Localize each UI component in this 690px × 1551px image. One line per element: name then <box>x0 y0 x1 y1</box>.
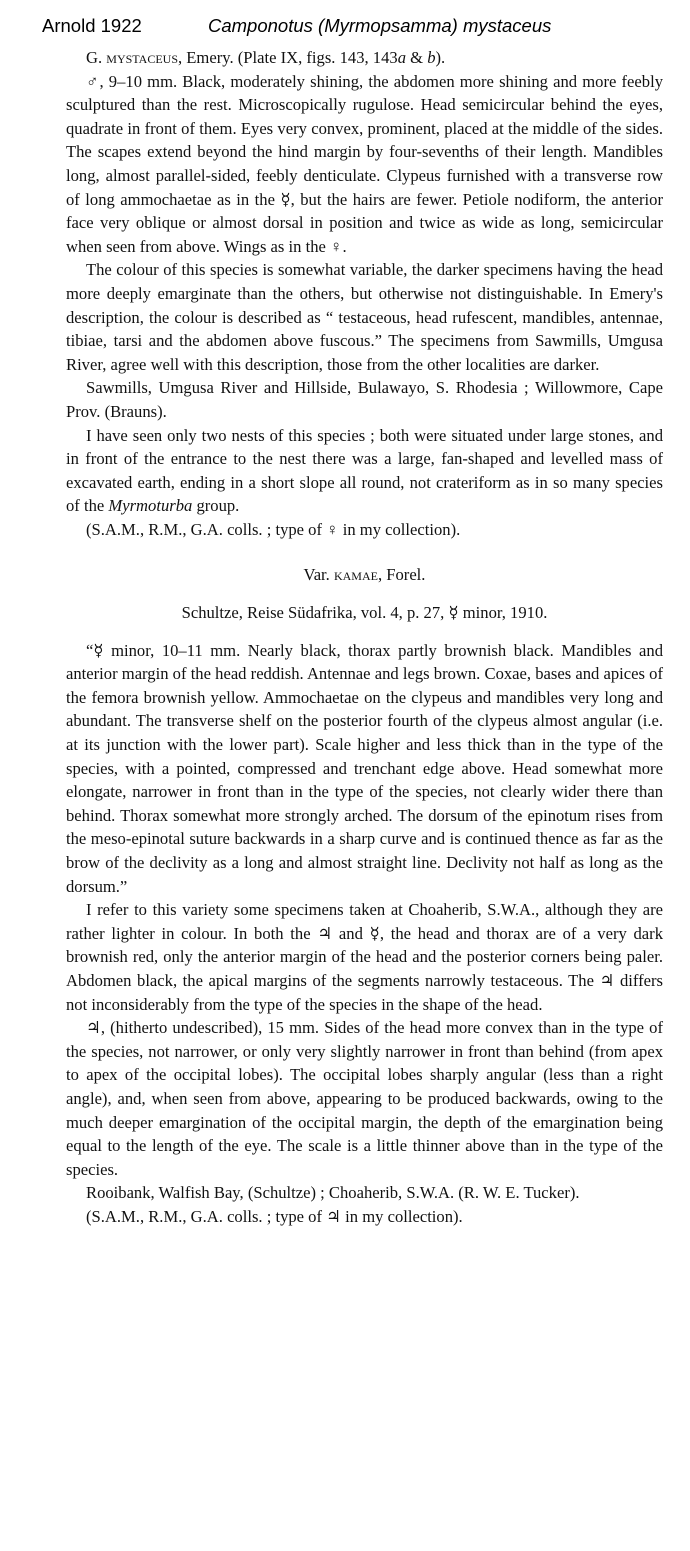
choaherib-paragraph: I refer to this variety some specimens taken at Choaherib, S.W.A., although they are rather lighter in colour. In both the ♃ and ☿, the head and thorax are of a very dark brownish red, only the anterior margin of the head and the posterior corners being paler. Abdomen black, the apical margins of the segments narrowly testaceous. The ♃ differs not inconsiderably from the type of the species in the shape of the head. <box>66 900 663 1014</box>
male-description: ♂, 9–10 mm. Black, moderately shining, the abdomen more shining and more feebly sculptured than the rest. Microscopically rugulose. Head semicircular behind the eyes, quadrate in front of them. Eyes very convex, prominent, placed at the middle of the sides. The scapes extend beyond the hind margin by four-sevenths of their length. Mandibles long, almost parallel-sided, feebly denticulate. Clypeus furnished with a transverse row of long ammochaetae as in the ☿, but the hairs are fewer. Petiole nodiform, the anterior face very oblique or almost dorsal in position and twice as wide as long, semicircular when seen from above. Wings as in the ♀. <box>66 71 663 256</box>
collections-paragraph: (S.A.M., R.M., G.A. colls. ; type of ♀ in my collection). <box>86 519 461 539</box>
heading-species-name: mystaceus <box>106 48 178 67</box>
heading-fig-a: a <box>397 48 406 67</box>
header-species-title: Camponotus (Myrmopsamma) mystaceus <box>208 15 552 36</box>
colour-paragraph: The colour of this species is somewhat variable, the darker specimens having the head more deeply emarginate than the others, but otherwise not distinguishable. In Emery's description, the colour is described as “ testaceous, head rufescent, mandibles, antennae, tibiae, tarsi and the abdomen above fuscous.” The specimens from Sawmills, Umgusa River, agree well with this description, those from the other localities are darker. <box>66 260 663 374</box>
variety-reference: Schultze, Reise Südafrika, vol. 4, p. 27, ☿ minor, 1910. <box>181 603 548 623</box>
heading-close: ). <box>435 48 446 67</box>
variety-prefix: Var. <box>303 565 334 585</box>
heading-plate-ref: , Emery. (Plate IX, figs. 143, 143 <box>178 48 398 67</box>
heading-genus: G. <box>86 48 107 67</box>
forel-quote: “☿ minor, 10–11 mm. Nearly black, thorax partly brownish black. Mandibles and anterior margin of the head reddish. Antennae and legs brown. Coxae, bases and apices of the femora brownish yellow. Ammochaetae on the clypeus and mandibles very long and abundant. The transverse shelf on the posterior fourth of the clypeus almost angular (i.e. at its junction with the lower part). Scale higher and less thick than in the type of the species, with a pointed, compressed and trenchant edge above. Head somewhat more elongate, narrower in front than in the type of the species, not clearly wider there than behind. Thorax somewhat more strongly arched. The dorsum of the epinotum rises from the meso-epinotal suture backwards in a sharp curve and is continued thence as far as the brow of the declivity as a long and almost straight line. Declivity not half as long as the dorsum.” <box>66 640 663 896</box>
variety-heading <box>66 563 663 587</box>
header-author-year: Arnold 1922 <box>42 15 142 36</box>
variety-localities: Rooibank, Walfish Bay, (Schultze) ; Choaherib, S.W.A. (R. W. E. Tucker). <box>86 1183 580 1203</box>
female-description: ♃, (hitherto undescribed), 15 mm. Sides of the head more convex than in the type of the species, not narrower, or only very slightly narrower in front than behind (from apex to apex of the occipital lobes). The occipital lobes sharply angular (less than a right angle), and, when seen from above, appearing to be produced backwards, owing to the much deeper emargination of the occipital margin, the depth of the emargination being equal to the length of the eye. The scale is a little thinner above than in the type of the species. <box>66 1018 663 1179</box>
page-header <box>42 12 670 42</box>
species-heading <box>66 46 663 70</box>
nests-text-b: group. <box>192 496 240 516</box>
variety-collections: (S.A.M., R.M., G.A. colls. ; type of ♃ in my collection). <box>86 1206 463 1226</box>
localities-paragraph: Sawmills, Umgusa River and Hillside, Bulawayo, S. Rhodesia ; Willowmore, Cape Prov. (Brauns). <box>66 378 663 421</box>
heading-fig-b: b <box>427 48 436 67</box>
document-body <box>66 46 663 1229</box>
nests-paragraph <box>66 424 663 518</box>
variety-name: kamae <box>333 565 378 585</box>
variety-author: , Forel. <box>377 565 426 585</box>
nests-text-a: I have seen only two nests of this species ; both were situated under large stones, and in front of the entrance to the nest there was a large, fan-shaped and levelled mass of excavated earth, ending in a short slope all round, not crateriform as in so many species of the <box>66 425 663 516</box>
heading-amp: & <box>405 48 428 67</box>
nests-genus-italic: Myrmoturba <box>108 496 193 516</box>
